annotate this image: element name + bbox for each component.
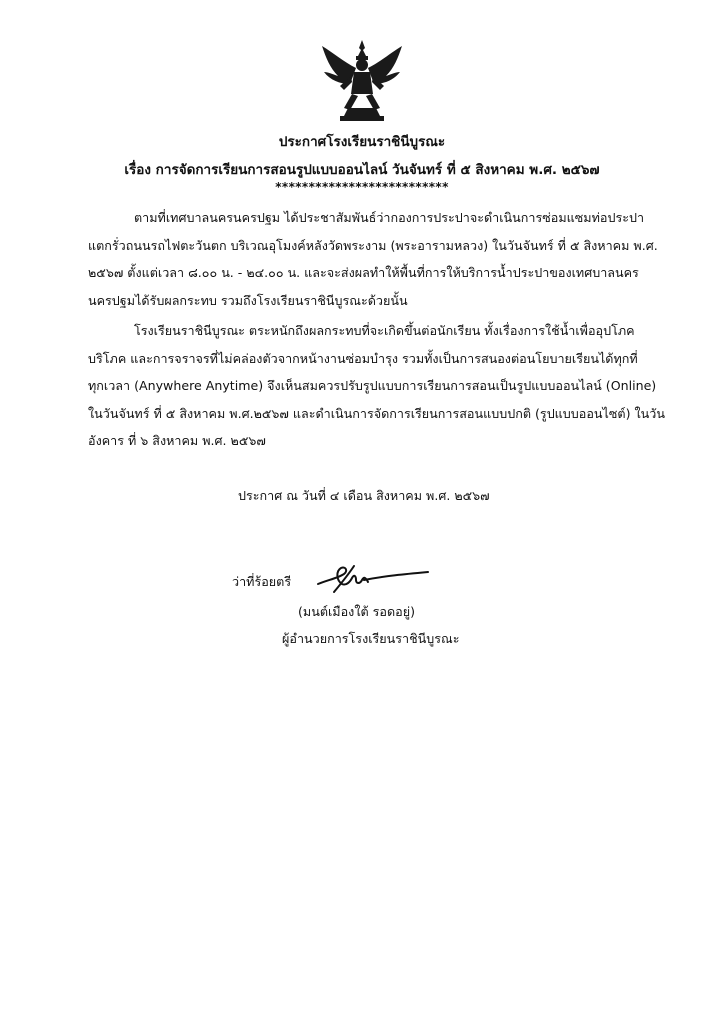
handwritten-signature-icon (314, 562, 432, 594)
paragraph-line: ในวันจันทร์ ที่ ๕ สิงหาคม พ.ศ.๒๕๖๗ และดำเนินการจัดการเรียนการสอนแบบปกติ (รูปแบบออนไซต์) ในวัน (88, 405, 665, 421)
separator-line: ************************** (275, 180, 449, 194)
paragraph-line: ๒๕๖๗ ตั้งแต่เวลา ๘.๐๐ น. - ๒๔.๐๐ น. และจะส่งผลทำให้พื้นที่การให้บริการน้ำประปาของเทศบาลนคร (88, 265, 639, 280)
paragraph-line: แตกรั่วถนนรถไฟตะวันตก บริเวณอุโมงค์หลังวัดพระงาม (พระอารามหลวง) ในวันจันทร์ ที่ ๕ สิงหาคม พ.ศ. (88, 237, 658, 253)
paragraph-2 (88, 317, 665, 455)
announcement-subject: เรื่อง การจัดการเรียนการสอนรูปแบบออนไลน์ วันจันทร์ ที่ ๕ สิงหาคม พ.ศ. ๒๕๖๗ (124, 162, 600, 178)
signer-position: ผู้อำนวยการโรงเรียนราชินีบูรณะ (282, 631, 460, 646)
paragraph-line: นครปฐมได้รับผลกระทบ รวมถึงโรงเรียนราชินีบูรณะด้วยนั้น (88, 292, 408, 308)
paragraph-line: ทุกเวลา (Anywhere Anytime) จึงเห็นสมควรปรับรูปแบบการเรียนการสอนเป็นรูปแบบออนไลน์ (Online) (88, 378, 657, 393)
paragraph-line: ตามที่เทศบาลนครนครปฐม ได้ประชาสัมพันธ์ว่ากองการประปาจะดำเนินการซ่อมแซมท่อประปา (134, 210, 645, 225)
signer-rank: ว่าที่ร้อยตรี (232, 574, 292, 589)
garuda-emblem-icon (318, 38, 406, 124)
issue-date: ประกาศ ณ วันที่ ๔ เดือน สิงหาคม พ.ศ. ๒๕๖๗ (238, 488, 490, 503)
announcement-title: ประกาศโรงเรียนราชินีบูรณะ (278, 134, 446, 150)
paragraph-line: บริโภค และการจราจรที่ไม่คล่องตัวจากหน้างานซ่อมบำรุง รวมทั้งเป็นการสนองต่อนโยบายเรียนได้ทุกที่ (88, 350, 638, 366)
signer-name: (มนต์เมืองใต้ รอดอยู่) (298, 604, 416, 619)
paragraph-line: โรงเรียนราชินีบูรณะ ตระหนักถึงผลกระทบที่จะเกิดขึ้นต่อนักเรียน ทั้งเรื่องการใช้น้ำเพื่ออุปโภค (134, 323, 635, 338)
paragraph-1 (88, 204, 658, 314)
paragraph-line: อังคาร ที่ ๖ สิงหาคม พ.ศ. ๒๕๖๗ (88, 433, 266, 448)
